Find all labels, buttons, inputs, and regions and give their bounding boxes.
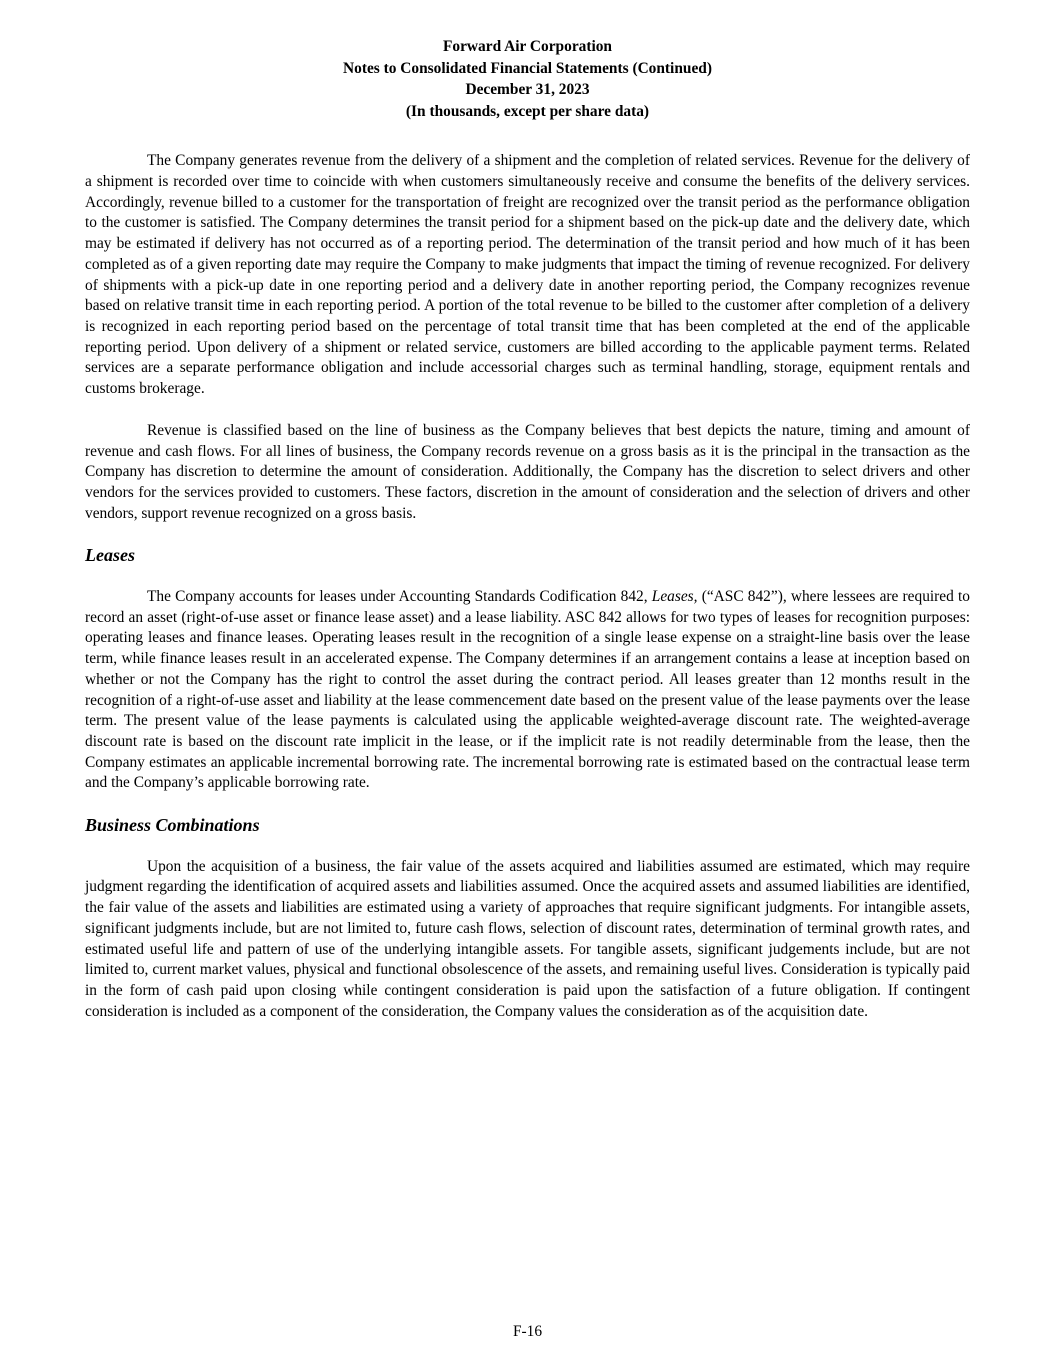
paragraph-leases bbox=[85, 587, 970, 794]
section-heading-business-combinations: Business Combinations bbox=[85, 815, 260, 836]
leases-text-rest: (“ASC 842”), where lessees are required to record an asset (right-of-use asset or finance lease asset) and a lease liability. ASC 842 allows for two types of leases for recognition purposes: operating leases and finance leases. Operating leases result in the recognition of a single lease expense on a straight-line basis over the lease term, while finance leases result in an accelerated expense. The Company determines if an arrangement contains a lease at inception based on whether or not the Company has the right to control the asset during the contract period. All leases greater than 12 months result in the recognition of a right-of-use asset and liability at the lease commencement date based on the present value of the lease payments over the lease term. The present value of the lease payments is calculated using the applicable weighted-average discount rate. The weighted-average discount rate is based on the discount rate implicit in the lease, or if the implicit rate is not readily determinable from the lease, then the Company estimates an applicable incremental borrowing rate. The incremental borrowing rate is estimated based on the contractual lease term and the Company’s applicable borrowing rate. bbox=[85, 588, 970, 792]
page-number: F-16 bbox=[512, 1323, 543, 1340]
leases-text-lead: The Company accounts for leases under Accounting Standards Codification 842, bbox=[147, 588, 652, 606]
header-units-note: (In thousands, except per share data) bbox=[405, 102, 650, 120]
paragraph-revenue-recognition: The Company generates revenue from the delivery of a shipment and the completion of related services. Revenue for the delivery of a shipment is recorded over time to coincide with when customers simultaneously receive and consume the benefits of the delivery services. Accordingly, revenue billed to a customer for the transportation of freight are recognized over the transit period as the performance obligation to the customer is satisfied. The Company determines the transit period for a shipment based on the pick-up date and the delivery date, which may be estimated if delivery has not occurred as of a reporting period. The determination of the transit period and how much of it has been completed as of a given reporting date may require the Company to make judgments that impact the timing of revenue recognized. For delivery of shipments with a pick-up date in one reporting period and a delivery date in another reporting period, the Company recognizes revenue based on relative transit time in each reporting period. A portion of the total revenue to be billed to the customer after completion of a delivery is recognized in each reporting period based on the percentage of total transit time that has been completed at the end of the applicable reporting period. Upon delivery of a shipment or related service, customers are billed according to the applicable payment terms. Related services are a separate performance obligation and include accessorial charges such as terminal handling, storage, equipment rentals and customs brokerage. bbox=[85, 152, 970, 398]
header-report-date: December 31, 2023 bbox=[465, 81, 590, 99]
leases-italic-term: Leases, bbox=[651, 588, 698, 606]
document-header bbox=[85, 36, 970, 122]
header-company-name: Forward Air Corporation bbox=[443, 38, 612, 55]
paragraph-revenue-classification: Revenue is classified based on the line of business as the Company believes that best depicts the nature, timing and amount of revenue and cash flows. For all lines of business, the Company records revenue on a gross basis as it is the principal in the transaction as the Company has discretion to determine the amount of consideration. Additionally, the Company has the discretion to select drivers and other vendors for the services provided to customers. These factors, discretion in the amount of consideration and the selection of drivers and other vendors, support revenue recognized on a gross basis. bbox=[85, 421, 970, 522]
paragraph-business-combinations: Upon the acquisition of a business, the fair value of the assets acquired and liabilities assumed are estimated, which may require judgment regarding the identification of acquired assets and liabilities assumed. Once the acquired assets and assumed liabilities are identified, the fair value of the assets and liabilities are estimated using a variety of approaches that require significant judgments. For intangible assets, significant judgments include, but are not limited to, future cash flows, selection of discount rates, determination of terminal growth rates, and estimated useful life and pattern of use of the underlying intangible assets. For tangible assets, significant judgements include, but are not limited to, current market values, physical and functional obsolescence of the assets, and remaining useful lives. Consideration is typically paid in the form of cash paid upon closing while contingent consideration is paid upon the satisfaction of a future obligation. If contingent consideration is included as a component of the consideration, the Company values the consideration as of the acquisition date. bbox=[85, 857, 970, 1020]
header-document-title: Notes to Consolidated Financial Statements (Continued) bbox=[343, 59, 712, 77]
section-heading-leases: Leases bbox=[85, 545, 135, 566]
